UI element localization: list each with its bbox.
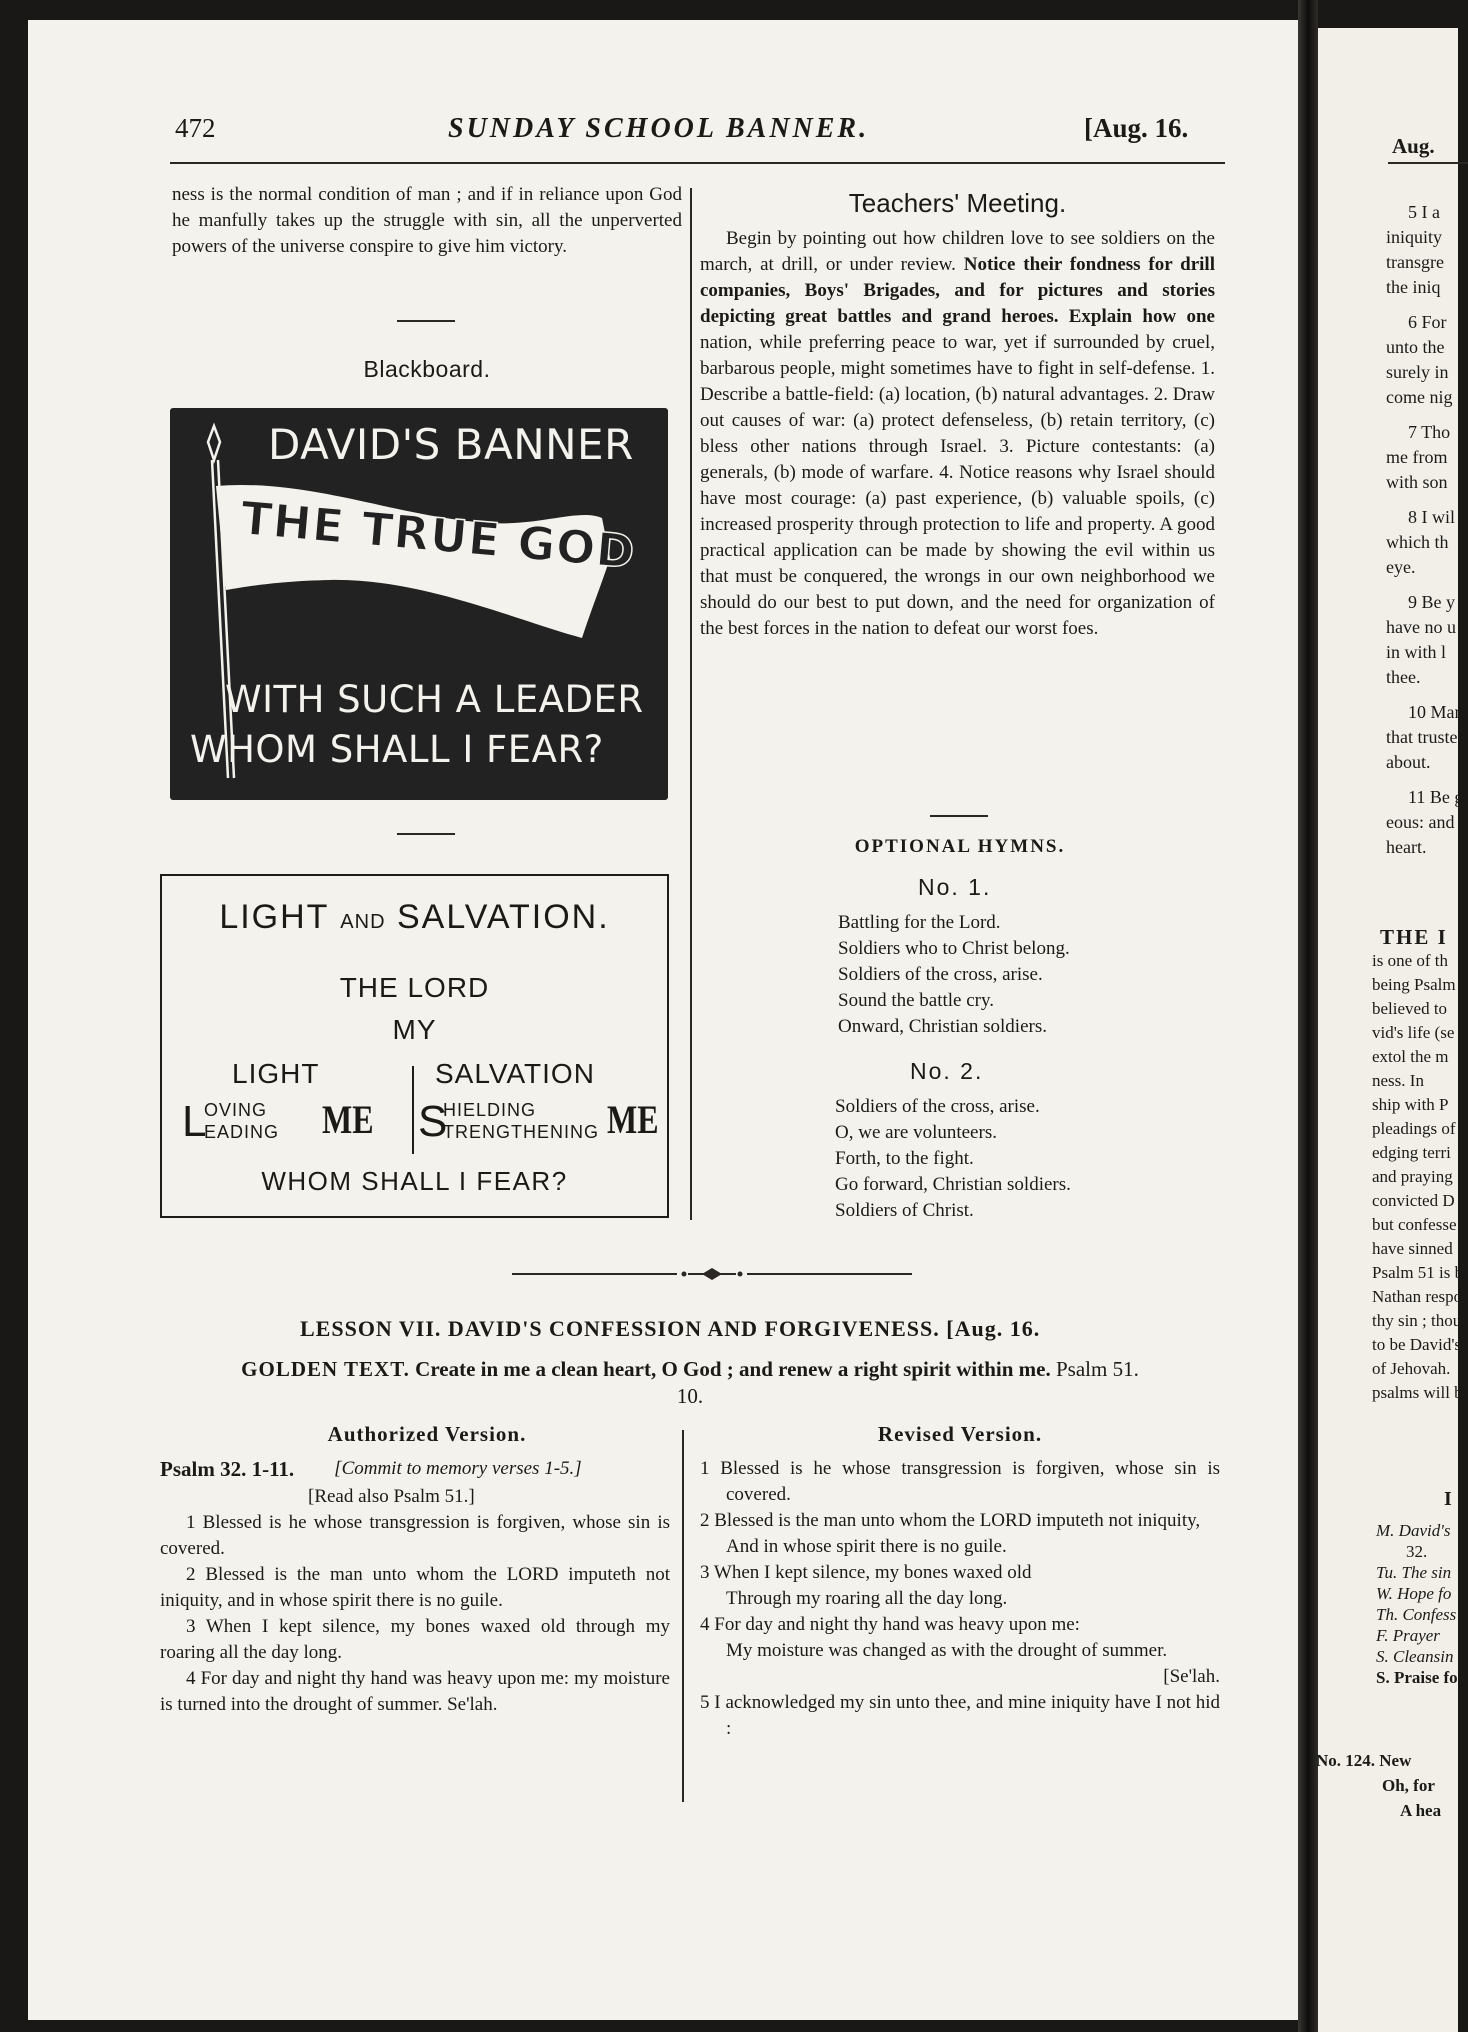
- whom-shall-i-fear: WHOM SHALL I FEAR?: [261, 1166, 568, 1196]
- board-line-fear: WHOM SHALL I FEAR?: [190, 728, 604, 771]
- big-letter-s: S: [418, 1097, 448, 1146]
- running-date: [Aug. 16.: [1084, 113, 1189, 143]
- hymn-line: Battling for the Lord.: [838, 912, 1001, 933]
- rv-verse-4a: 4 For day and night thy hand was heavy upon me:: [700, 1614, 1080, 1635]
- teachers-bold: Notice their fondness for drill companies, Boys' Brigades, and for pictures and stories depicting great battles and grand heroes. Explain how one: [700, 254, 1215, 327]
- section-rule-3: [930, 815, 988, 817]
- rv-verse-3a: 3 When I kept silence, my bones waxed old: [700, 1562, 1032, 1583]
- teachers-meeting-title: Teachers' Meeting.: [848, 188, 1067, 218]
- light-salvation-title: LIGHT AND SALVATION.: [219, 898, 610, 936]
- center-divider: [412, 1066, 414, 1154]
- lesson-heading: LESSON VII. DAVID'S CONFESSION AND FORGIVENESS. [Aug. 16.: [300, 1316, 1041, 1341]
- hymn-line: Sound the battle cry.: [838, 990, 995, 1011]
- blackboard-light-salvation: [160, 874, 669, 1218]
- column-divider-top: [690, 188, 692, 1220]
- eading-text: EADING: [204, 1122, 280, 1142]
- authorized-version-text: [160, 1456, 670, 1718]
- hymn-line: Go forward, Christian soldiers.: [835, 1174, 1071, 1195]
- board-line-davids-banner: DAVID'S BANNER: [268, 420, 634, 469]
- blackboard-heading: Blackboard.: [363, 356, 491, 382]
- authorized-version-title: Authorized Version.: [327, 1422, 527, 1446]
- hymn-1-list: [838, 910, 1070, 1040]
- av-commit: [Commit to memory verses 1-5.]: [334, 1458, 582, 1479]
- facing-daily-heading: I: [1444, 1488, 1452, 1510]
- av-verse-2: 2 Blessed is the man unto whom the LORD imputeth not iniquity, and in whose spirit there is no guile.: [160, 1564, 670, 1611]
- me-left: ME: [322, 1097, 374, 1142]
- running-title: SUNDAY SCHOOL BANNER.: [448, 113, 870, 144]
- oving-text: OVING: [204, 1100, 268, 1120]
- flag-text: THE TRUE GOD: [238, 490, 638, 580]
- revised-version-title: Revised Version.: [877, 1422, 1043, 1446]
- rv-verse-5: 5 I acknowledged my sin unto thee, and mine iniquity have I not hid :: [700, 1692, 1220, 1739]
- av-reference: Psalm 32. 1-11.: [160, 1457, 295, 1481]
- hymn-line: O, we are volunteers.: [835, 1122, 997, 1143]
- revised-version-text: [700, 1456, 1220, 1742]
- teachers-rest: nation, while preferring peace to war, yet if surrounded by cruel, barbarous people, might sometimes have to fight in self-defense. 1. Describe a battle-field: (a) location, (b) natural advantages. 2. Draw out causes of war: (a) protect defenseless, (b) retain territory, (c) bless other nations through Israel. 3. Picture contestants: (a) generals, (b) mode of warfare. 4. Notice reasons why Israel should have most courage: (a) past experience, (b) valuable spoils, (c) increased prosperity through protection to life and property. A good practical application can be made by showing the evil within us that must be conquered, the wrongs in our own neighborhood we should do our best to put down, and the need for organization of the best forces in the nation to defeat our worst foes.: [700, 332, 1215, 639]
- av-read-also: [Read also Psalm 51.]: [308, 1486, 475, 1507]
- teachers-meeting-body: [700, 226, 1215, 642]
- hymn-no-2: No. 2.: [910, 1058, 984, 1084]
- continuation-paragraph: ness is the normal condition of man ; and if in reliance upon God he manfully takes up the struggle with sin, all the unperverted powers of the universe conspire to give him victory.: [172, 184, 682, 257]
- golden-text: [230, 1356, 1150, 1410]
- facing-header-rule: [1388, 162, 1468, 164]
- trengthening-text: TRENGTHENING: [443, 1122, 599, 1142]
- rv-verse-4b: My moisture was changed as with the drought of summer.: [726, 1640, 1168, 1661]
- big-letter-l: L: [182, 1097, 207, 1146]
- facing-commentary: THE I is one of th being Psalm believed to vid's life (se extol the m ness. In ship with P pleadings of edging terri and praying convicted D but confesse have sinned Psalm 51 is b Nathan respo thy sin ; thou to be David's of Jehovah. psalms will b: [1372, 925, 1464, 1402]
- av-ref-line: [160, 1456, 670, 1482]
- board-line-leader: WITH SUCH A LEADER: [225, 678, 644, 721]
- the-lord-line: THE LORD: [339, 972, 490, 1003]
- golden-text-label: GOLDEN TEXT.: [241, 1357, 410, 1381]
- rv-verse-1: 1 Blessed is he whose transgression is forgiven, whose sin is covered.: [700, 1458, 1220, 1505]
- rv-verse-2b: And in whose spirit there is no guile.: [726, 1536, 1007, 1557]
- rv-verse-3b: Through my roaring all the day long.: [726, 1588, 1008, 1609]
- hymn-line: Soldiers who to Christ belong.: [838, 938, 1070, 959]
- hielding-text: HIELDING: [443, 1100, 537, 1120]
- golden-text-ref: Psalm 51. 10.: [676, 1357, 1139, 1408]
- facing-running-head: Aug.: [1392, 134, 1435, 158]
- me-right: ME: [607, 1097, 659, 1142]
- page-number: 472: [175, 113, 216, 143]
- optional-hymns-title: OPTIONAL HYMNS.: [854, 836, 1066, 857]
- light-label: LIGHT: [232, 1058, 320, 1089]
- salvation-label: SALVATION: [435, 1058, 595, 1089]
- hymn-line: Forth, to the fight.: [835, 1148, 974, 1169]
- hymn-line: Onward, Christian soldiers.: [838, 1016, 1047, 1037]
- my-line: MY: [392, 1014, 437, 1045]
- ornamental-rule: [512, 1267, 912, 1281]
- facing-daily-readings: M. David's 32. Tu. The sin W. Hope fo Th. Confess F. Prayer S. Cleansin S. Praise fo: [1376, 1521, 1458, 1687]
- hymn-2-list: [835, 1094, 1071, 1224]
- header-rule: [170, 162, 1225, 164]
- teachers-intro: Begin by pointing out how children love to see soldiers on the march, at drill, or under review.: [700, 228, 1215, 275]
- flag-spear-tip: [208, 426, 220, 460]
- column-divider-bottom: [682, 1430, 684, 1802]
- av-verse-3: 3 When I kept silence, my bones waxed old through my roaring all the day long.: [160, 1616, 670, 1663]
- facing-verses: 5 I a iniquity transgre the iniq 6 For unto the surely in come nig 7 Tho me from with son 8 I wil which th eye. 9 Be y have no u in with l thee. 10 Man that truste about. 11 Be g eous: and heart.: [1386, 202, 1464, 857]
- book-gutter: [1298, 0, 1318, 2032]
- facing-hymn: No. 124. New Oh, for A hea: [1316, 1751, 1442, 1820]
- rv-verse-2a: 2 Blessed is the man unto whom the LORD imputeth not iniquity,: [700, 1510, 1201, 1531]
- golden-text-body: Create in me a clean heart, O God ; and renew a right spirit within me.: [415, 1357, 1051, 1381]
- hymn-line: Soldiers of Christ.: [835, 1200, 974, 1221]
- av-verse-1: 1 Blessed is he whose transgression is forgiven, whose sin is covered.: [160, 1512, 670, 1559]
- av-verse-4: 4 For day and night thy hand was heavy upon me: my moisture is turned into the drought of summer. Se'lah.: [160, 1668, 670, 1715]
- rv-selah: [Se'lah.: [1163, 1666, 1220, 1687]
- section-rule: [397, 320, 455, 322]
- section-rule-2: [397, 833, 455, 835]
- blackboard-davids-banner: [170, 408, 668, 800]
- hymn-line: Soldiers of the cross, arise.: [835, 1096, 1040, 1117]
- hymn-line: Soldiers of the cross, arise.: [838, 964, 1043, 985]
- hymn-no-1: No. 1.: [918, 874, 992, 900]
